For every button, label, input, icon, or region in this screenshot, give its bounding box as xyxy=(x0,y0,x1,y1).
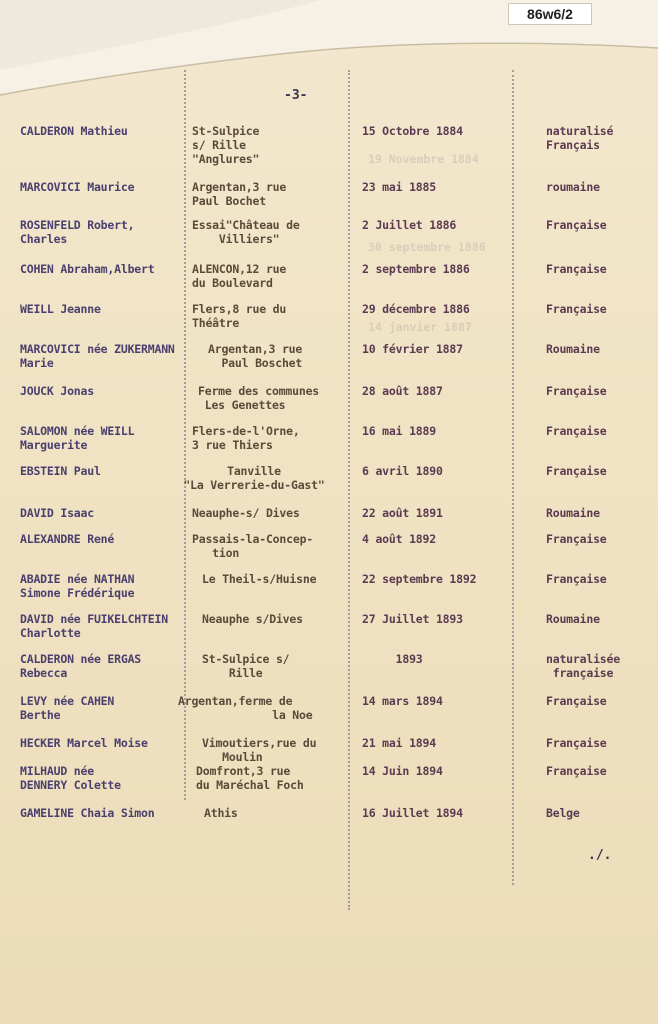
person-name: DAVID Isaac xyxy=(20,506,94,520)
nationality: Française xyxy=(546,572,607,586)
birth-date: 15 Octobre 1884 xyxy=(362,124,463,138)
continuation-mark: ./. xyxy=(588,848,612,863)
column-divider-1 xyxy=(184,70,186,800)
address: Tanville "La Verrerie-du-Gast" xyxy=(183,464,325,492)
address: Vimoutiers,rue du Moulin xyxy=(202,736,317,764)
address: Argentan,3 rue Paul Bochet xyxy=(192,180,287,208)
nationality: Roumaine xyxy=(546,612,600,626)
birth-date: 1893 xyxy=(362,652,423,666)
birth-date: 6 avril 1890 xyxy=(362,464,443,478)
person-name: MILHAUD née DENNERY Colette xyxy=(20,764,121,792)
birth-date: 23 mai 1885 xyxy=(362,180,436,194)
person-name: COHEN Abraham,Albert xyxy=(20,262,155,276)
birth-date: 2 septembre 1886 xyxy=(362,262,470,276)
address: Flers,8 rue du Théâtre xyxy=(192,302,287,330)
birth-date: 2 Juillet 1886 xyxy=(362,218,457,232)
address: ALENCON,12 rue du Boulevard xyxy=(192,262,287,290)
address: Argentan,ferme de la Noe xyxy=(178,694,313,722)
nationality: naturalisée française xyxy=(546,652,620,680)
nationality: Française xyxy=(546,424,607,438)
birth-date: 14 mars 1894 xyxy=(362,694,443,708)
nationality: Française xyxy=(546,736,607,750)
address: Flers-de-l'Orne, 3 rue Thiers xyxy=(192,424,300,452)
birth-date: 27 Juillet 1893 xyxy=(362,612,463,626)
person-name: ROSENFELD Robert, Charles xyxy=(20,218,135,246)
nationality: Roumaine xyxy=(546,506,600,520)
nationality: Belge xyxy=(546,806,580,820)
person-name: CALDERON Mathieu xyxy=(20,124,128,138)
address: St-Sulpice s/ Rille "Anglures" xyxy=(192,124,260,166)
column-divider-2 xyxy=(348,70,350,910)
person-name: ABADIE née NATHAN Simone Frédérique xyxy=(20,572,135,600)
person-name: EBSTEIN Paul xyxy=(20,464,101,478)
person-name: HECKER Marcel Moise xyxy=(20,736,148,750)
column-divider-3 xyxy=(512,70,514,885)
nationality: Roumaine xyxy=(546,342,600,356)
birth-date: 4 août 1892 xyxy=(362,532,436,546)
person-name: GAMELINE Chaia Simon xyxy=(20,806,155,820)
person-name: MARCOVICI Maurice xyxy=(20,180,135,194)
birth-date: 28 août 1887 xyxy=(362,384,443,398)
birth-date: 10 février 1887 xyxy=(362,342,463,356)
page-number: -3- xyxy=(284,88,308,103)
birth-date: 29 décembre 1886 xyxy=(362,302,470,316)
nationality: Française xyxy=(546,302,607,316)
address: Argentan,3 rue Paul Boschet xyxy=(208,342,303,370)
address: Athis xyxy=(204,806,238,820)
nationality: naturalisé Français xyxy=(546,124,614,152)
bleed-through-text: 30 septembre 1886 xyxy=(368,240,486,254)
birth-date: 22 septembre 1892 xyxy=(362,572,477,586)
address: Ferme des communes Les Genettes xyxy=(198,384,320,412)
address: Neauphe-s/ Dives xyxy=(192,506,300,520)
birth-date: 14 Juin 1894 xyxy=(362,764,443,778)
nationality: Française xyxy=(546,218,607,232)
archive-reference-tag: 86w6/2 xyxy=(508,3,592,25)
bleed-through-text: 19 Novembre 1884 xyxy=(368,152,479,166)
nationality: Française xyxy=(546,262,607,276)
person-name: JOUCK Jonas xyxy=(20,384,94,398)
nationality: Française xyxy=(546,764,607,778)
nationality: roumaine xyxy=(546,180,600,194)
birth-date: 22 août 1891 xyxy=(362,506,443,520)
bleed-through-text: 14 janvier 1887 xyxy=(368,320,472,334)
person-name: WEILL Jeanne xyxy=(20,302,101,316)
birth-date: 21 mai 1894 xyxy=(362,736,436,750)
nationality: Française xyxy=(546,532,607,546)
address: Neauphe s/Dives xyxy=(202,612,303,626)
address: Le Theil-s/Huisne xyxy=(202,572,317,586)
address: Passais-la-Concep- tion xyxy=(192,532,314,560)
birth-date: 16 Juillet 1894 xyxy=(362,806,463,820)
person-name: CALDERON née ERGAS Rebecca xyxy=(20,652,142,680)
person-name: MARCOVICI née ZUKERMANN Marie xyxy=(20,342,175,370)
address: Domfront,3 rue du Maréchal Foch xyxy=(196,764,304,792)
person-name: LEVY née CAHEN Berthe xyxy=(20,694,115,722)
address: Essai"Château de Villiers" xyxy=(192,218,300,246)
person-name: DAVID née FUIKELCHTEIN Charlotte xyxy=(20,612,168,640)
nationality: Française xyxy=(546,384,607,398)
person-name: ALEXANDRE René xyxy=(20,532,115,546)
nationality: Française xyxy=(546,694,607,708)
nationality: Française xyxy=(546,464,607,478)
person-name: SALOMON née WEILL Marguerite xyxy=(20,424,135,452)
birth-date: 16 mai 1889 xyxy=(362,424,436,438)
address: St-Sulpice s/ Rille xyxy=(202,652,290,680)
